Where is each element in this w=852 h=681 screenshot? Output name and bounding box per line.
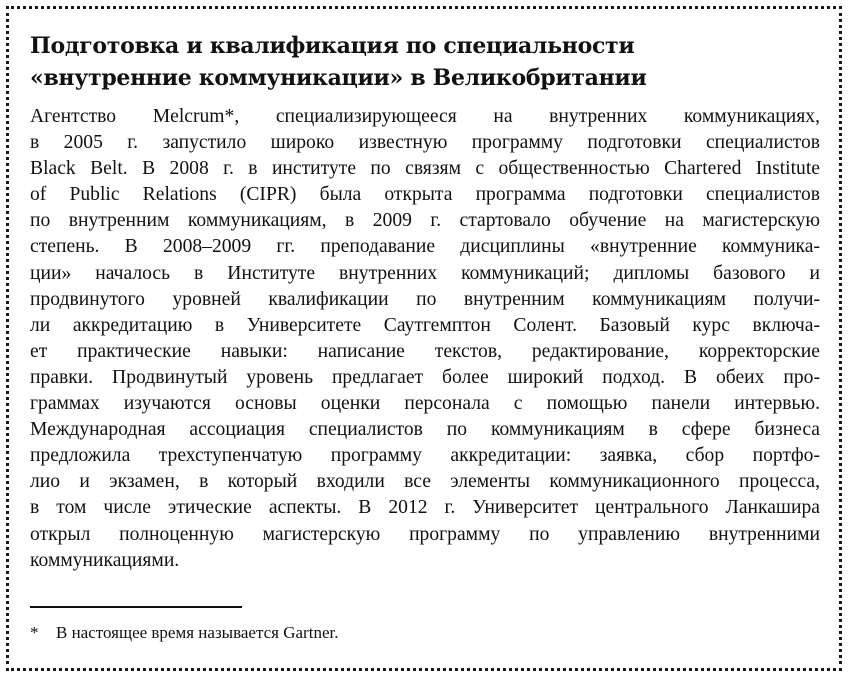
body-line: Международная ассоциация специалистов по коммуникациям в сфере бизнеса	[30, 419, 820, 441]
body-line: граммах изучаются основы оценки персонала с помощью панели интервью.	[30, 393, 820, 415]
footnote-text: В настоящее время называется Gartner.	[56, 623, 339, 642]
body-line: предложила трехступенчатую программу аккредитации: заявка, сбор портфо-	[30, 445, 820, 467]
sidebar-title	[30, 30, 820, 94]
body-line: ции» началось в Институте внутренних коммуникаций; дипломы базового и	[30, 262, 820, 284]
body-line: в 2005 г. запустило широко известную программу подготовки специалистов	[30, 132, 820, 154]
body-line: открыл полноценную магистерскую программу по управлению внутренними	[30, 523, 820, 545]
footnote	[30, 622, 820, 644]
title-line-2: «внутренние коммуникации» в Великобритании	[30, 65, 647, 91]
body-text	[30, 104, 820, 574]
body-line: степень. В 2008–2009 гг. преподавание дисциплины «внутренние коммуника-	[30, 236, 820, 258]
body-line: Black Belt. В 2008 г. в институте по связям с общественностью Chartered Institute	[30, 158, 820, 180]
body-line: ли аккредитацию в Университете Саутгемптон Солент. Базовый курс включа-	[30, 314, 820, 336]
body-line: по внутренним коммуникациям, в 2009 г. стартовало обучение на магистерскую	[30, 210, 820, 232]
body-line: Агентство Melcrum*, специализирующееся на внутренних коммуникациях,	[30, 106, 820, 127]
body-line: ет практические навыки: написание текстов, редактирование, корректорские	[30, 340, 820, 362]
title-line-1: Подготовка и квалификация по специальности	[30, 33, 635, 59]
body-line: коммуникациями.	[30, 549, 180, 571]
body-line: продвинутого уровней квалификации по внутренним коммуникациям получи-	[30, 288, 820, 310]
body-line: лио и экзамен, в который входили все элементы коммуникационного процесса,	[30, 471, 820, 493]
body-line: of Public Relations (CIPR) была открыта программа подготовки специалистов	[30, 184, 820, 206]
body-line: в том числе этические аспекты. В 2012 г. Университет центрального Ланкашира	[30, 497, 820, 519]
footnote-marker: *	[30, 623, 39, 642]
body-line: правки. Продвинутый уровень предлагает более широкий подход. В обеих про-	[30, 366, 820, 388]
footnote-divider	[30, 606, 242, 608]
